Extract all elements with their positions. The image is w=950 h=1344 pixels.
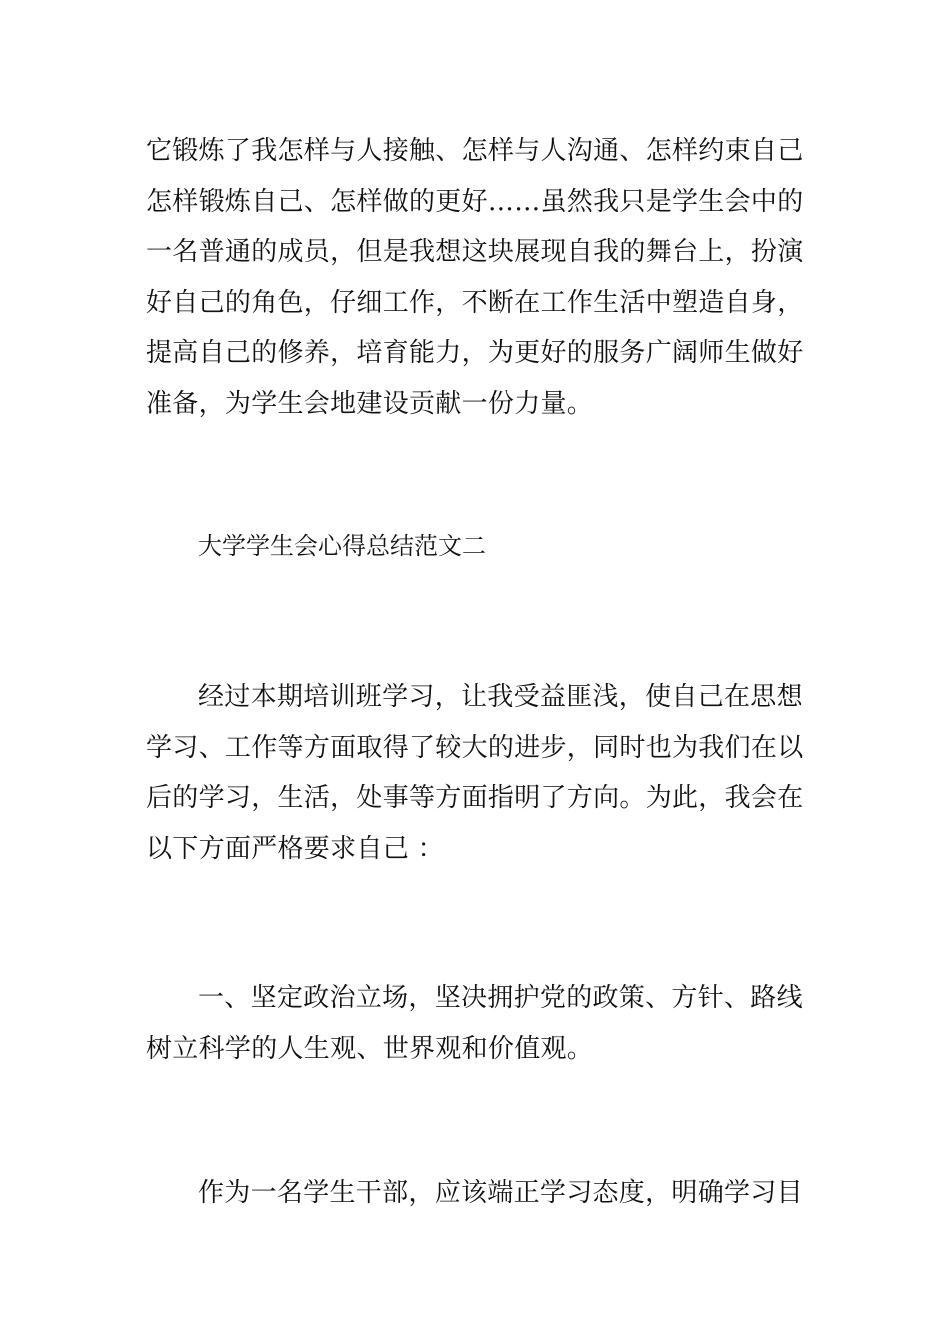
paragraph-line: 一名普通的成员，但是我想这块展现自我的舞台上，扮演 [146, 237, 804, 267]
paragraph-line: 好自己的角色，仔细工作，不断在工作生活中塑造自身， [146, 287, 804, 318]
paragraph-line: 以下方面严格要求自己 ： [146, 833, 444, 864]
paragraph-4 [146, 1168, 808, 1219]
paragraph-line: 作为一名学生干部，应该端正学习态度，明确学习目 [198, 1178, 803, 1208]
section-heading: 大学学生会心得总结范文二 [198, 532, 486, 560]
paragraph-line: 怎样锻炼自己、怎样做的更好……虽然我只是学生会中的 [146, 186, 804, 217]
paragraph-2 [146, 672, 808, 874]
paragraph-line: 准备，为学生会地建设贡献一份力量。 [146, 388, 594, 419]
paragraph-line: 树立科学的人生观、世界观和价值观。 [146, 1033, 594, 1064]
paragraph-3 [146, 973, 808, 1074]
paragraph-line: 后的学习，生活，处事等方面指明了方向。为此，我会在 [146, 783, 804, 813]
paragraph-1 [146, 126, 808, 429]
paragraph-line: 学习、工作等方面取得了较大的进步，同时也为我们在以 [146, 732, 804, 763]
paragraph-line: 一、坚定政治立场，坚决拥护党的政策、方针、路线 [198, 983, 803, 1013]
paragraph-line: 经过本期培训班学习，让我受益匪浅，使自己在思想 [198, 682, 803, 712]
paragraph-line: 提高自己的修养，培育能力，为更好的服务广阔师生做好 [146, 338, 804, 368]
paragraph-line: 它锻炼了我怎样与人接触、怎样与人沟通、怎样约束自己 [146, 136, 804, 166]
